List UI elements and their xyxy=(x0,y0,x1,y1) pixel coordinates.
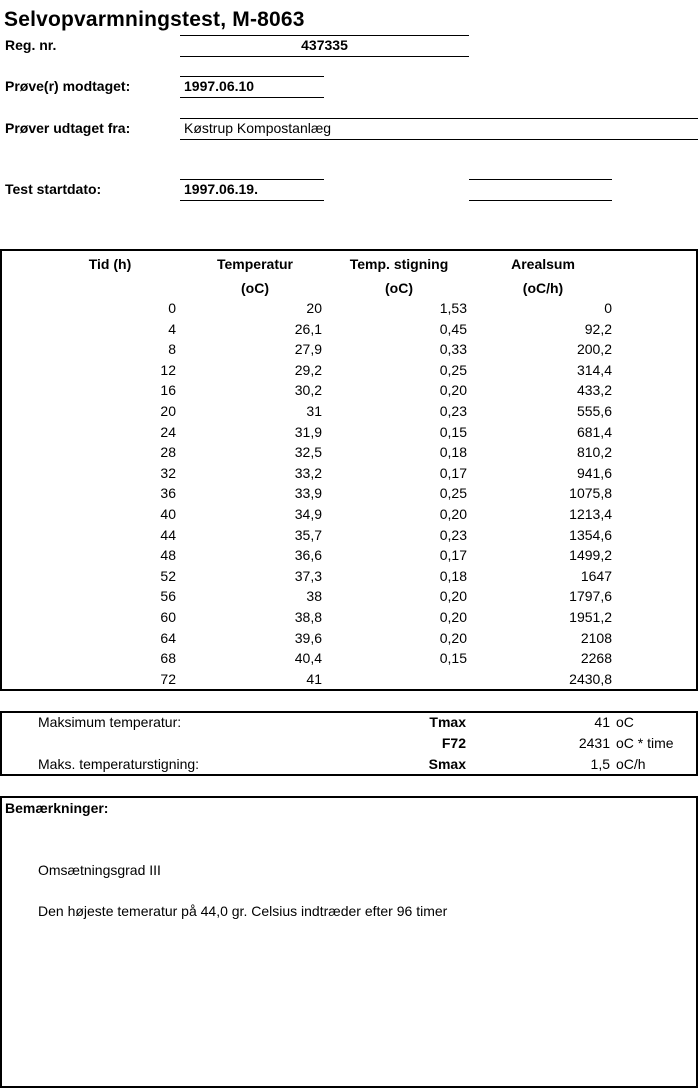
table-cell: 0,20 xyxy=(439,609,467,625)
summary-key: Tmax xyxy=(429,714,466,730)
header-arealsum-unit: (oC/h) xyxy=(522,280,564,296)
summary-label: Maksimum temperatur: xyxy=(38,714,182,730)
table-cell: 0,23 xyxy=(439,526,467,543)
summary-unit: oC * time xyxy=(616,735,674,751)
header-arealsum: Arealsum xyxy=(511,256,575,272)
table-cell: 28 xyxy=(160,444,176,461)
summary-key: Smax xyxy=(428,756,466,772)
page-title: Selvopvarmningstest, M-8063 xyxy=(4,8,305,31)
table-cell: 44 xyxy=(160,526,176,543)
table-cell: 0 xyxy=(168,300,176,316)
table-cell: 2268 xyxy=(580,650,612,667)
remarks-line: Den højeste temeratur på 44,0 gr. Celsius indtræder efter 96 timer xyxy=(38,903,448,919)
table-cell: 681,4 xyxy=(576,423,612,440)
table-cell: 32,5 xyxy=(294,444,322,461)
blank-field-top-line xyxy=(469,179,612,180)
summary-row-smax xyxy=(2,755,696,775)
table-cell: 16 xyxy=(160,382,176,399)
table-cell: 8 xyxy=(168,341,176,358)
table-cell: 92,2 xyxy=(584,320,612,337)
table-cell: 0,18 xyxy=(439,567,467,584)
table-cell: 433,2 xyxy=(576,382,612,399)
table-cell: 0,20 xyxy=(439,588,467,605)
received-top-line xyxy=(180,76,324,77)
received-value: 1997.06.10 xyxy=(184,78,255,94)
remarks-heading: Bemærkninger: xyxy=(5,800,109,816)
table-cell: 12 xyxy=(160,361,176,378)
summary-value: 2431 xyxy=(578,735,610,751)
table-cell: 2108 xyxy=(580,629,612,646)
table-cell: 20 xyxy=(306,300,322,316)
table-cell: 0,18 xyxy=(439,444,467,461)
table-cell: 0,45 xyxy=(439,320,467,337)
table-cell: 39,6 xyxy=(294,629,322,646)
summary-label: Maks. temperaturstigning: xyxy=(38,756,200,772)
table-cell: 27,9 xyxy=(294,341,322,358)
summary-unit: oC xyxy=(616,714,634,730)
table-cell: 36 xyxy=(160,485,176,502)
table-cell: 1354,6 xyxy=(569,526,612,543)
table-cell: 0,25 xyxy=(439,485,467,502)
header-tid: Tid (h) xyxy=(88,256,132,272)
reg-bottom-line xyxy=(180,56,469,57)
table-cell: 31,9 xyxy=(294,423,322,440)
taken-from-value: Køstrup Kompostanlæg xyxy=(184,120,332,136)
table-cell: 40,4 xyxy=(294,650,322,667)
start-date-value: 1997.06.19. xyxy=(184,181,258,197)
table-cell: 0,17 xyxy=(439,547,467,564)
table-cell: 1075,8 xyxy=(569,485,612,502)
table-cell: 314,4 xyxy=(576,361,612,378)
table-cell: 41 xyxy=(306,670,322,687)
table-cell: 1,53 xyxy=(439,300,467,316)
table-cell: 0,25 xyxy=(439,361,467,378)
header-temperatur: Temperatur xyxy=(217,256,293,272)
table-cell: 36,6 xyxy=(294,547,322,564)
header-temperatur-unit: (oC) xyxy=(241,280,269,296)
table-cell: 26,1 xyxy=(294,320,322,337)
blank-field-bottom-line xyxy=(469,200,612,201)
table-cell: 20 xyxy=(160,403,176,419)
table-cell: 0,20 xyxy=(439,629,467,646)
table-cell: 52 xyxy=(160,567,176,584)
table-cell: 33,9 xyxy=(294,485,322,502)
taken-top-line xyxy=(180,118,698,119)
start-bottom-line xyxy=(180,200,324,201)
summary-key: F72 xyxy=(441,735,466,751)
table-cell: 0,20 xyxy=(439,506,467,522)
table-cell: 56 xyxy=(160,588,176,605)
table-cell: 1647 xyxy=(580,567,612,584)
taken-bottom-line xyxy=(180,139,698,140)
table-cell: 1951,2 xyxy=(569,609,612,625)
reg-top-line xyxy=(180,35,469,36)
reg-label: Reg. nr. xyxy=(5,37,57,53)
table-cell: 0,23 xyxy=(439,403,467,419)
table-cell: 38,8 xyxy=(294,609,322,625)
table-cell: 35,7 xyxy=(294,526,322,543)
table-cell: 33,2 xyxy=(294,464,322,481)
table-cell: 34,9 xyxy=(294,506,322,522)
header-temp-stigning-unit: (oC) xyxy=(385,280,413,296)
table-cell: 38 xyxy=(306,588,322,605)
table-cell: 60 xyxy=(160,609,176,625)
summary-row-f72 xyxy=(2,734,696,754)
summary-value: 1,5 xyxy=(590,756,610,772)
table-cell: 555,6 xyxy=(576,403,612,419)
header-temp-stigning: Temp. stigning xyxy=(349,256,449,272)
remarks-line: Omsætningsgrad III xyxy=(38,862,161,878)
table-cell: 0,20 xyxy=(439,382,467,399)
start-top-line xyxy=(180,179,324,180)
table-cell: 30,2 xyxy=(294,382,322,399)
table-cell: 810,2 xyxy=(576,444,612,461)
table-cell: 48 xyxy=(160,547,176,564)
table-cell: 40 xyxy=(160,506,176,522)
taken-from-label: Prøver udtaget fra: xyxy=(5,120,131,136)
summary-box xyxy=(0,711,698,776)
summary-unit: oC/h xyxy=(616,756,646,772)
table-cell: 31 xyxy=(306,403,322,419)
table-cell: 1797,6 xyxy=(569,588,612,605)
table-cell: 0,33 xyxy=(439,341,467,358)
received-label: Prøve(r) modtaget: xyxy=(5,78,131,94)
table-cell: 68 xyxy=(160,650,176,667)
table-cell: 2430,8 xyxy=(569,670,612,687)
table-cell: 0,15 xyxy=(439,423,467,440)
remarks-box xyxy=(0,796,698,1088)
table-cell: 0,17 xyxy=(439,464,467,481)
table-cell: 941,6 xyxy=(576,464,612,481)
table-cell: 0,15 xyxy=(439,650,467,667)
table-cell: 1213,4 xyxy=(569,506,612,522)
start-date-label: Test startdato: xyxy=(5,181,102,197)
table-cell: 200,2 xyxy=(576,341,612,358)
table-cell: 64 xyxy=(160,629,176,646)
table-cell: 37,3 xyxy=(294,567,322,584)
received-bottom-line xyxy=(180,97,324,98)
summary-value: 41 xyxy=(594,714,610,730)
summary-row-tmax xyxy=(2,713,696,733)
table-cell: 4 xyxy=(168,320,176,337)
table-cell: 24 xyxy=(160,423,176,440)
table-cell: 32 xyxy=(160,464,176,481)
table-cell: 72 xyxy=(160,670,176,687)
reg-value: 437335 xyxy=(301,37,348,53)
table-cell: 29,2 xyxy=(294,361,322,378)
data-table xyxy=(0,249,698,691)
table-cell: 1499,2 xyxy=(569,547,612,564)
table-cell: 0 xyxy=(604,300,612,316)
